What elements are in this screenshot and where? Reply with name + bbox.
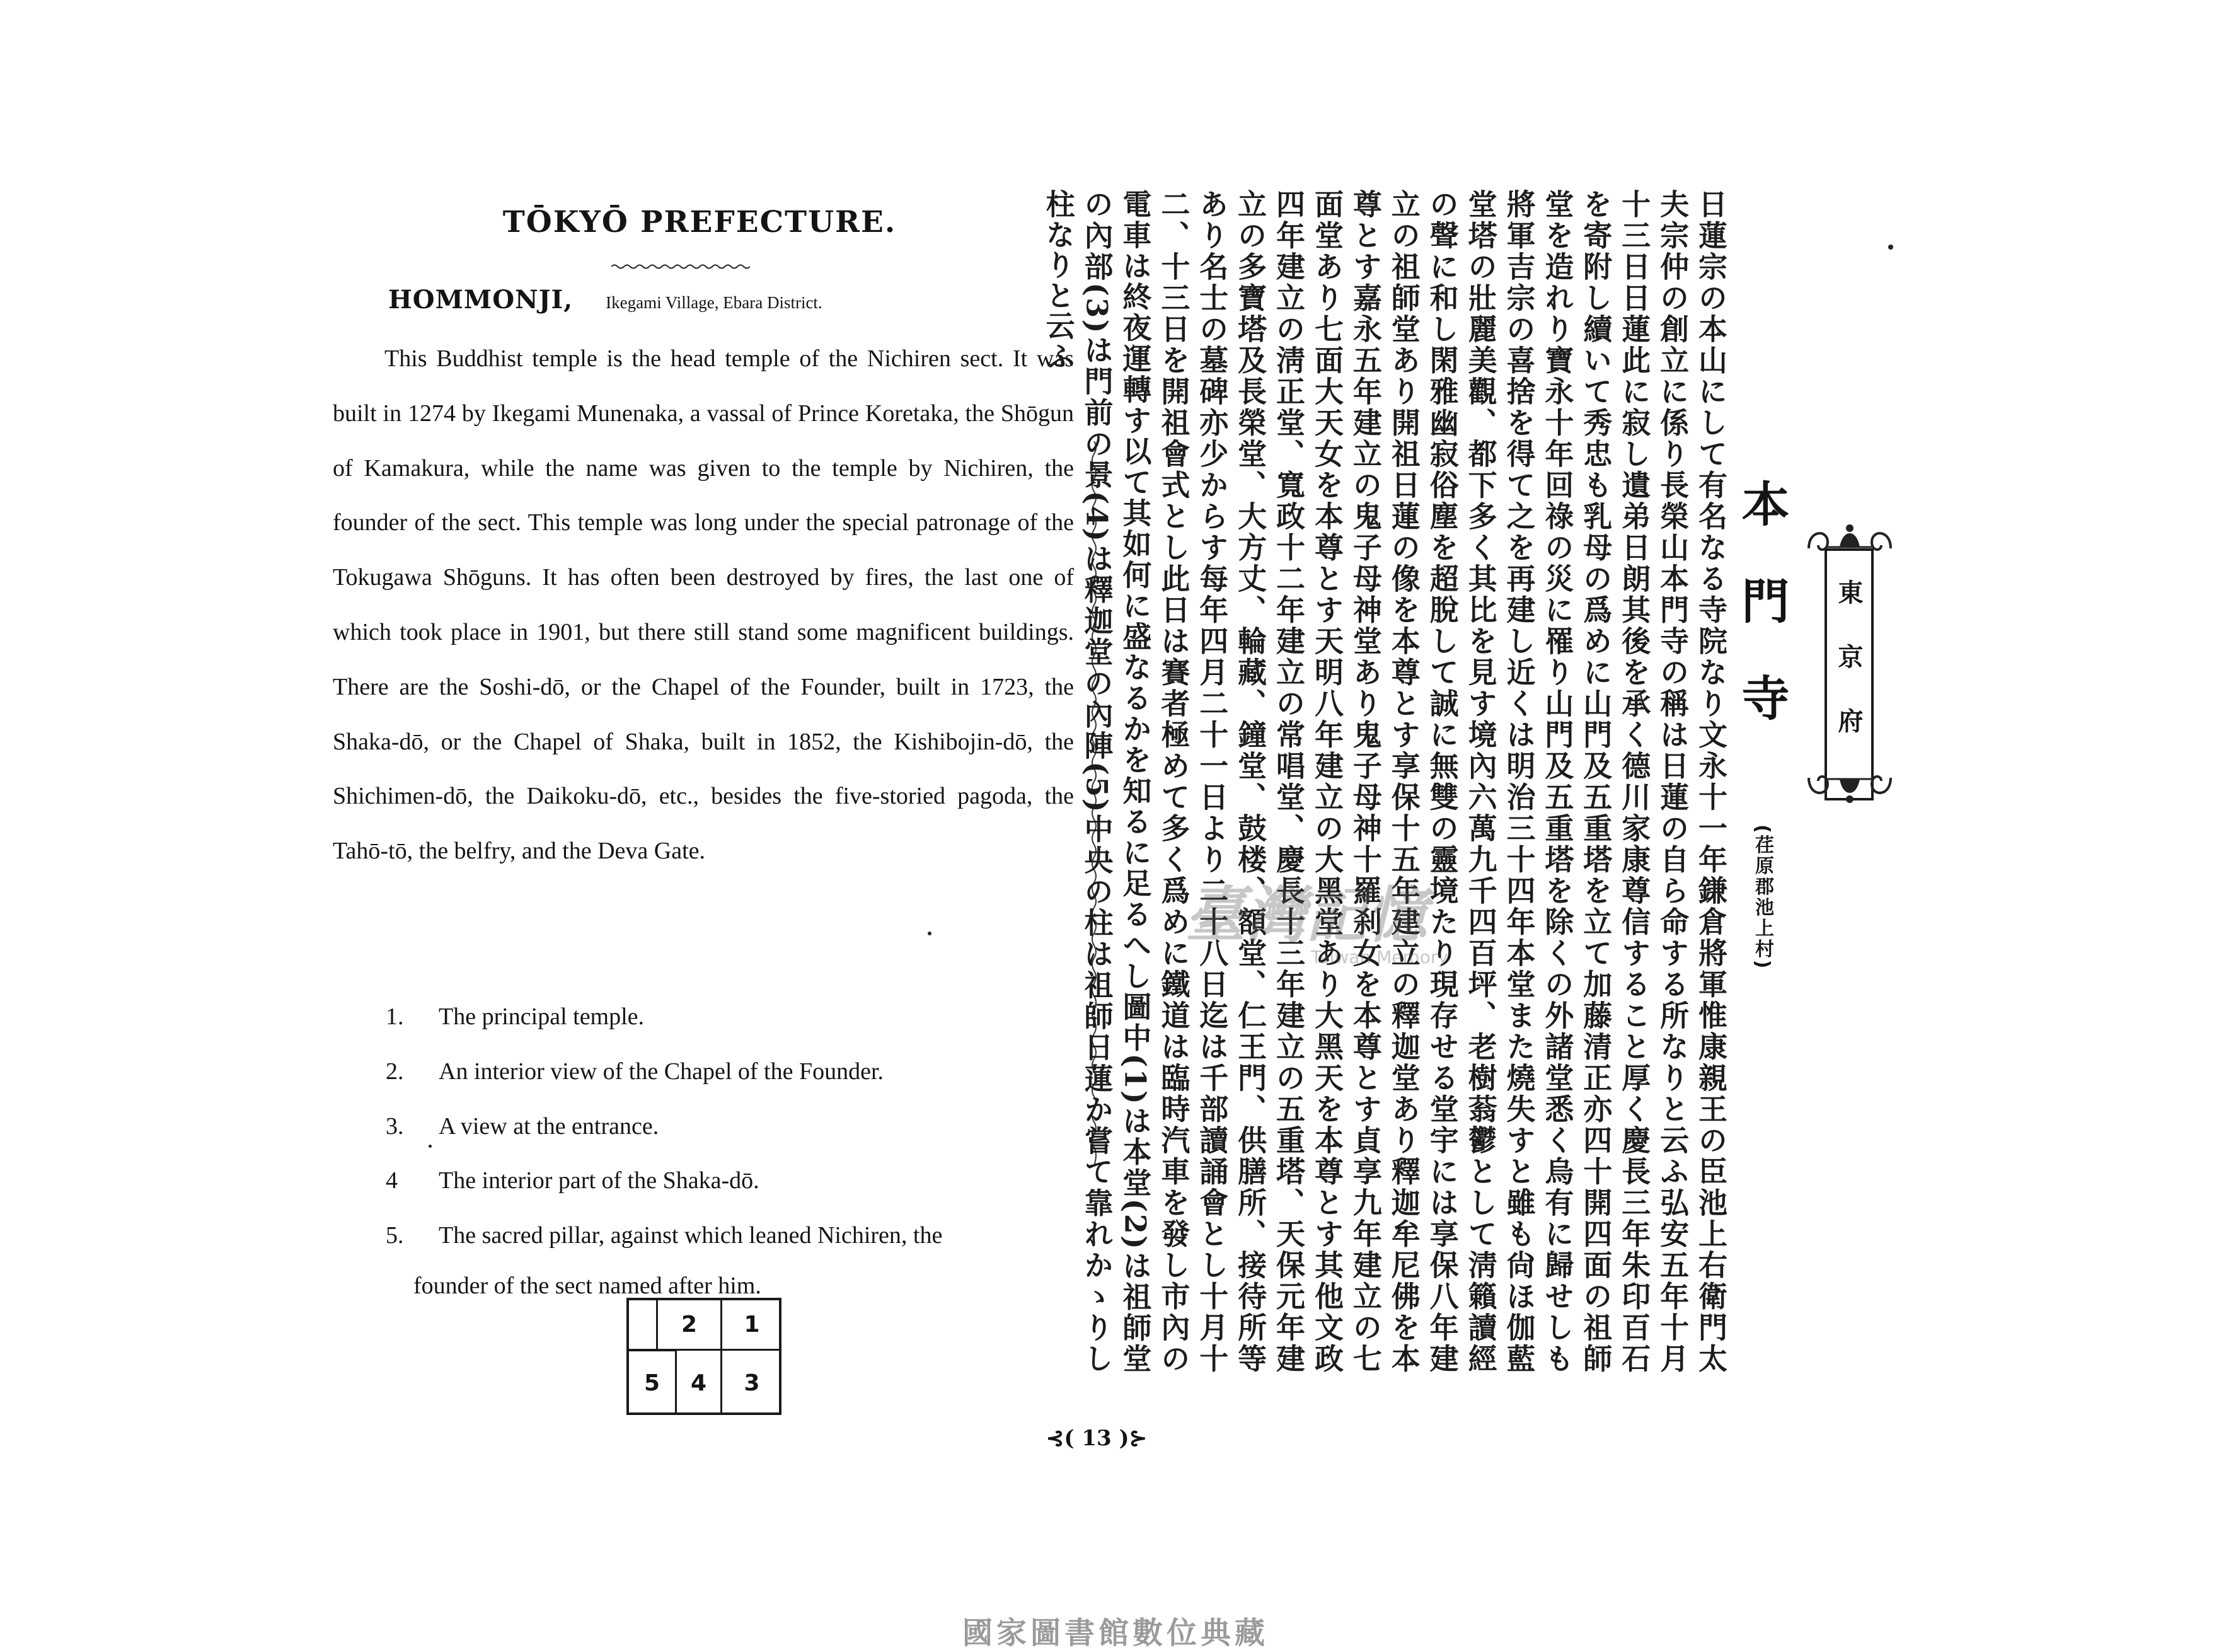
caption-item: 3. A view at the entrance.: [386, 1112, 659, 1140]
key-cell-2: 2: [658, 1300, 722, 1351]
page-number: ⊰( 13 )⊱: [1046, 1426, 1148, 1451]
print-speck: [429, 1145, 432, 1148]
key-cell-1: 1: [722, 1300, 781, 1351]
caption-list: [386, 990, 1079, 1308]
svg-text:臺灣記憶: 臺灣記憶: [1185, 879, 1427, 950]
print-speck: [1888, 245, 1893, 250]
temple-heading: [388, 285, 822, 315]
title-ornament-rule: [611, 263, 750, 270]
taiwan-memory-watermark: [1185, 876, 1513, 971]
japanese-location: (荏原郡池上村): [1751, 824, 1773, 971]
key-cell-3: 3: [744, 1370, 760, 1396]
key-cell-5: 5: [629, 1351, 677, 1415]
english-description: This Buddhist temple is the head temple of the Nichiren sect. It was built in 1274 by Ikegami Munenaka, a vassal of Prince Koretaka, the Shōgun of Kamakura, while the name was given to the temple by Nichiren, the founder of the sect. This temple was long under the special patronage of the Tokugawa Shōguns. It has often been destroyed by fires, the last one of which took place in 1901, but there still stand some magnificent buildings. There are the Soshi-dō, or the Chapel of the Founder, built in 1723, the Shaka-dō, or the Chapel of Shaka, built in 1852, the Kishibojin-dō, the Shichimen-dō, the Daikoku-dō, etc., besides the five-storied pagoda, the Tahō-tō, the belfry, and the Deva Gate.: [333, 345, 1074, 865]
prefecture-label: 東京府: [1834, 579, 1864, 772]
caption-item: 5. The sacred pillar, against which leaned Nichiren, the founder of the sect named after him.: [386, 1222, 943, 1299]
temple-location: Ikegami Village, Ebara District.: [606, 293, 822, 312]
japanese-title: 本門寺: [1734, 479, 1790, 770]
temple-name: HOMMONJI,: [388, 285, 574, 315]
caption-item: 1. The principal temple.: [386, 1003, 645, 1030]
svg-text:Taiwan Memory: Taiwan Memory: [1311, 947, 1448, 968]
key-cell-blank: [629, 1300, 658, 1351]
page-title: TŌKYŌ PREFECTURE.: [502, 205, 897, 240]
library-footer: 國家圖書館數位典藏: [962, 1615, 1269, 1651]
key-cell-4: 4: [677, 1351, 722, 1415]
japanese-description: 日蓮宗の本山にして有名なる寺院なり文永十一年鎌倉將軍惟康親王の臣池上右衛門太夫宗仲の創立に係り長榮山本門寺の稱は日蓮の自ら命する所なりと云ふ弘安五年十月十三日日蓮此に寂し遺弟日朗其後を承く德川家康尊信すること厚く慶長三年朱印百石を寄附し續いて秀忠も乳母の爲めに山門及五重塔を立て加藤清正亦四十開四面の祖師堂を造れり寶永十年回祿の災に罹り山門及五重塔を除くの外諸堂悉く烏有に歸せしも將軍吉宗の喜捨を得て之を再建し近くは明治三十四年本堂また燒失すと雖も尙ほ伽藍堂塔の壯麗美觀、都下多く其比を見す境內六萬九千四百坪、老樹蓊鬱として淸籟讀經の聲に和し閑雅幽寂俗塵を超脫して誠に無雙の靈境たり現存せる堂宇には享保八年建立の祖師堂あり開祖日蓮の像を本尊とす享保十五年建立の釋迦堂あり釋迦牟尼佛を本尊とす嘉永五年建立の鬼子母神堂あり鬼子母神十羅刹女を本尊とす貞享九年建立の七面堂あり七面大天女を本尊とす天明八年建立の大黑堂あり大黑天を本尊とす其他文政四年建立の淸正堂、寬政十二年建立の常唱堂、慶長十三年建立の五重塔、天保元年建立の多寶塔及長榮堂、大方丈、輪藏、鐘堂、鼓楼、額堂、仁王門、供膳所、接待所等あり名士の墓碑亦少からす每年四月二十一日より二十八日迄は千部讀誦會とし十月十二、十三日を開祖會式とし此日は賽者極めて多く爲めに鐵道は臨時汽車を發し市內の電車は終夜運轉す以て其如何に盛なるかを知るに足るへし圖中(1)は本堂(2)は祖師堂の內部(3)は門前の景(4)は釋迦堂の內陣(5)中央の柱は祖師日蓮か嘗て靠れかゝりし柱なりと云ふ: [1041, 189, 1728, 1374]
caption-item: 2. An interior view of the Chapel of the Founder.: [386, 1058, 884, 1085]
caption-item: 4 The interior part of the Shaka-dō.: [386, 1167, 759, 1194]
print-speck: [928, 932, 931, 935]
ornament-bottom-icon: [1802, 765, 1897, 809]
plate-layout-key: [626, 1298, 781, 1415]
